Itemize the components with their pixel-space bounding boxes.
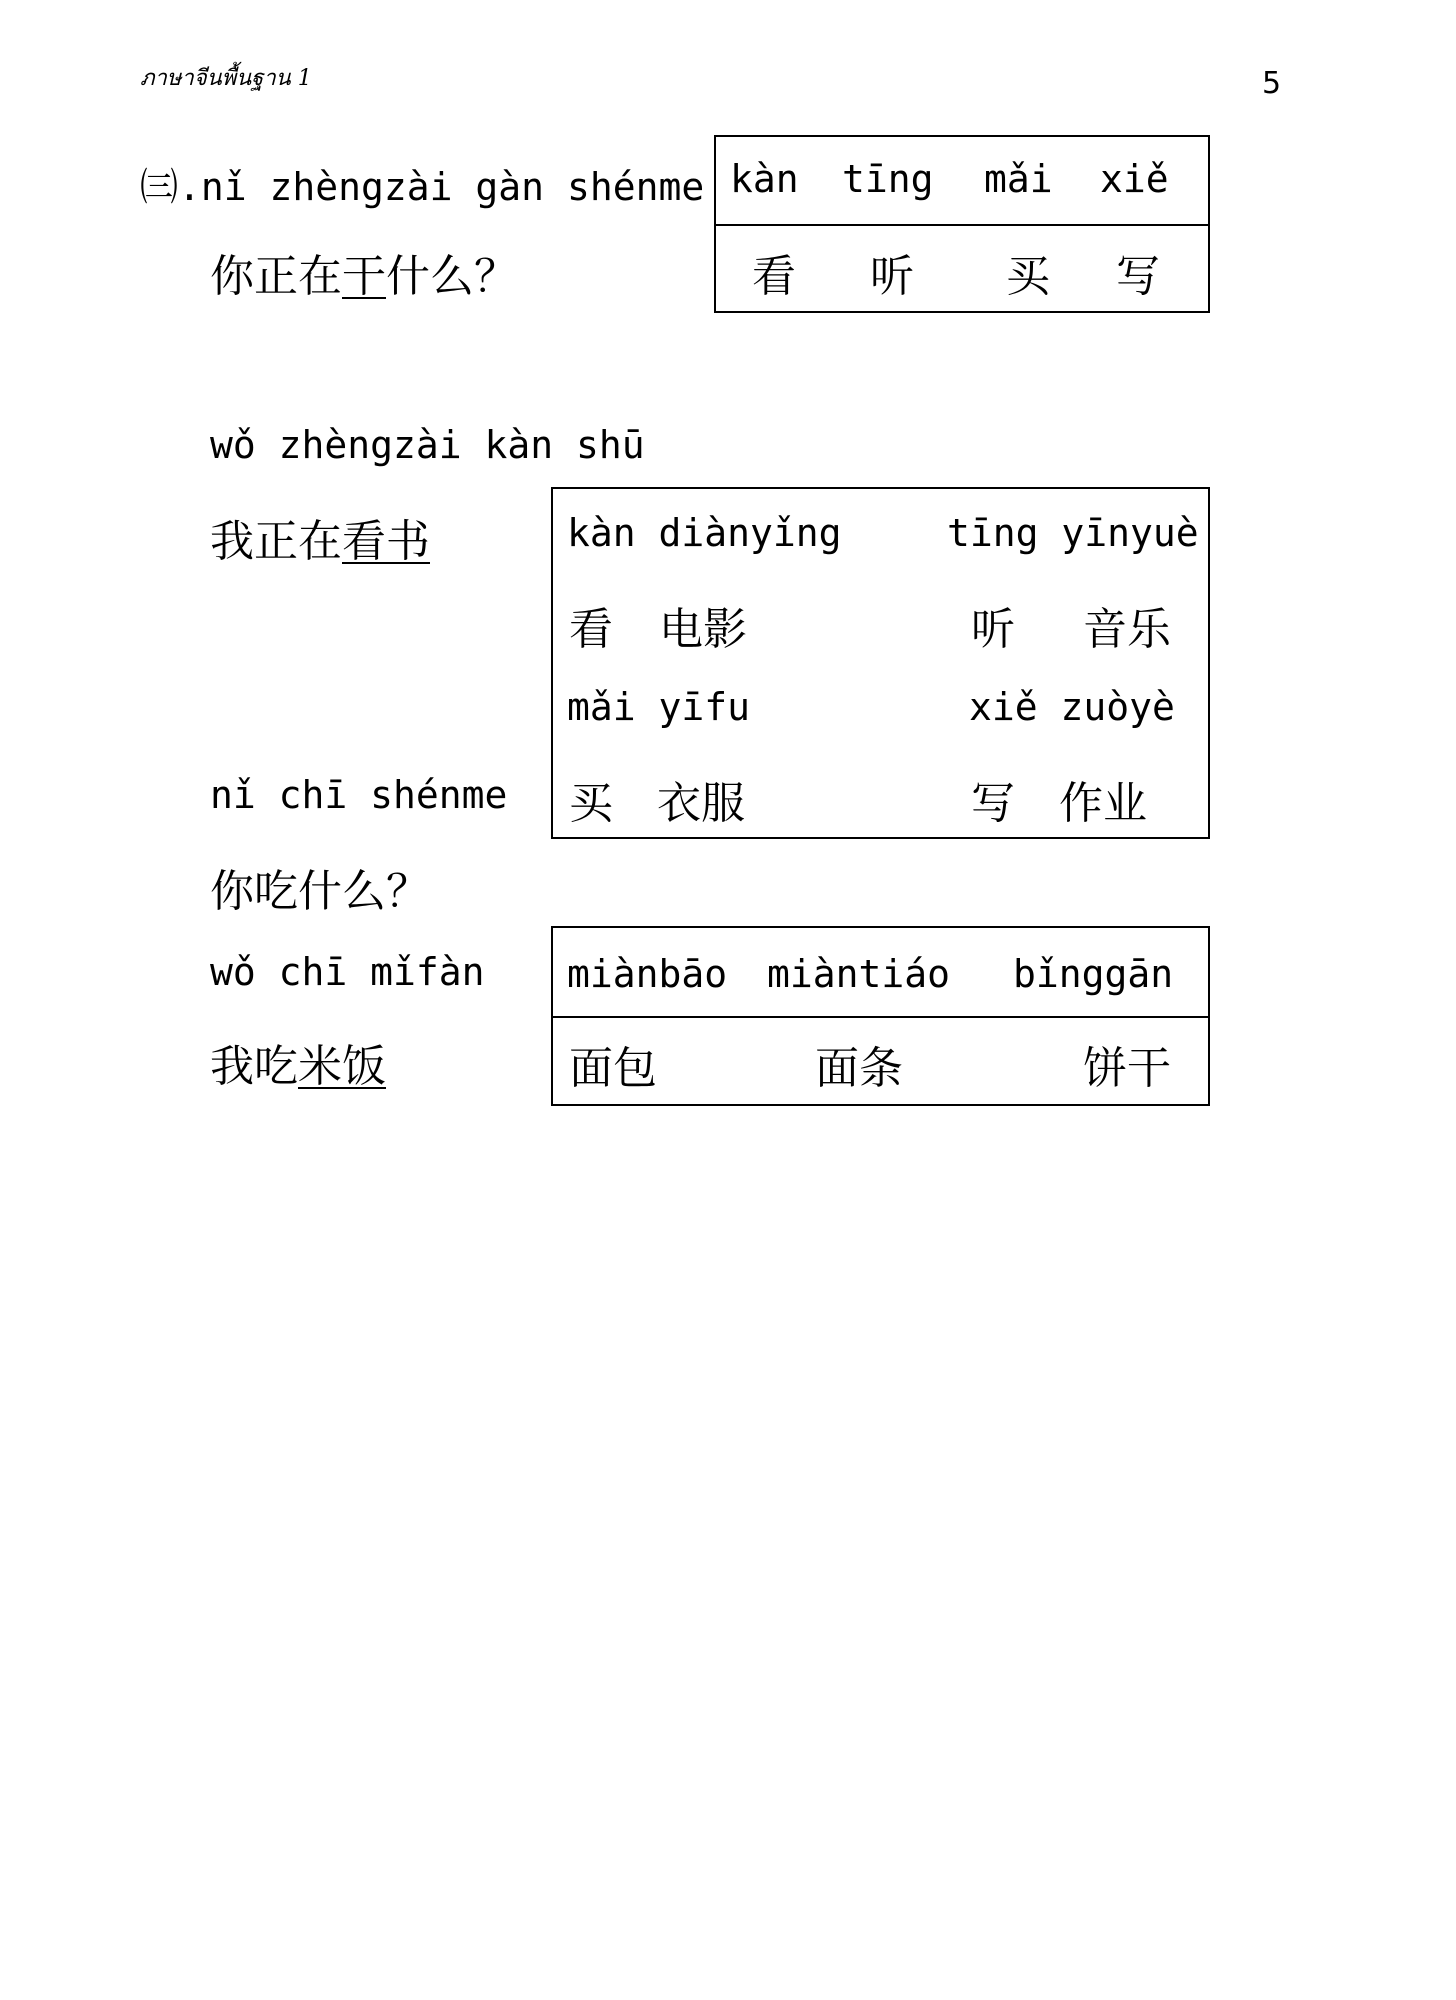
phrase-2-pinyin-b: yīnyuè (1061, 511, 1199, 555)
verb-pinyin-2: tīng (842, 157, 934, 201)
answer-hanzi (210, 505, 430, 569)
question-hanzi-underlined: 干 (342, 251, 386, 302)
verbs-box (714, 135, 1210, 313)
food-pinyin-3: bǐnggān (1013, 952, 1174, 996)
phrase-2-pinyin (947, 511, 1199, 555)
question-hanzi-post: 什么？ (386, 251, 518, 302)
foods-box (551, 926, 1210, 1106)
phrase-1-hanzi-a: 看 (569, 604, 613, 655)
phrases-box (551, 487, 1210, 839)
phrase-1-pinyin (567, 511, 842, 555)
phrase-2-hanzi-b: 音乐 (1083, 604, 1171, 655)
verb-pinyin-4: xiě (1100, 157, 1169, 201)
eat-question-pinyin: nǐ chī shénme (210, 773, 508, 817)
verbs-box-divider (716, 224, 1208, 226)
question-pinyin-line (140, 156, 704, 211)
phrase-2-hanzi-a: 听 (971, 604, 1015, 655)
answer-pinyin: wǒ zhèngzài kàn shū (210, 423, 645, 467)
phrase-1-pinyin-a: kàn (567, 511, 636, 555)
phrase-3-pinyin-a: mǎi (567, 685, 636, 729)
page-number: 5 (1262, 66, 1282, 101)
phrase-1-hanzi-b: 电影 (659, 604, 747, 655)
phrase-4-pinyin (969, 685, 1175, 729)
phrase-4-hanzi-b: 作业 (1059, 778, 1147, 829)
phrase-3-pinyin (567, 685, 750, 729)
answer-hanzi-underlined: 看书 (342, 516, 430, 567)
question-pinyin: nǐ zhèngzài gàn shénme (200, 165, 705, 209)
phrase-4-hanzi-a: 写 (971, 778, 1015, 829)
eat-answer-hanzi-pre: 我吃 (210, 1041, 298, 1092)
phrase-3-hanzi-a: 买 (569, 778, 613, 829)
question-hanzi (210, 240, 518, 304)
header-title: ภาษาจีนพื้นฐาน 1 (140, 66, 312, 91)
verb-hanzi-4: 写 (1116, 251, 1160, 302)
section-marker: ㈢. (140, 165, 201, 209)
verb-hanzi-1: 看 (752, 251, 796, 302)
food-pinyin-1: miànbāo (567, 952, 728, 996)
question-hanzi-pre: 你正在 (210, 251, 342, 302)
verb-hanzi-2: 听 (870, 251, 914, 302)
eat-question-hanzi: 你吃什么？ (210, 866, 430, 917)
foods-box-divider (553, 1016, 1208, 1018)
verb-hanzi-3: 买 (1006, 251, 1050, 302)
answer-hanzi-pre: 我正在 (210, 516, 342, 567)
eat-answer-hanzi (210, 1030, 386, 1094)
phrase-4-pinyin-b: zuòyè (1060, 685, 1175, 729)
eat-answer-hanzi-underlined: 米饭 (298, 1041, 386, 1092)
eat-answer-pinyin: wǒ chī mǐfàn (210, 950, 485, 994)
phrase-1-pinyin-b: diànyǐng (658, 511, 842, 555)
food-hanzi-3: 饼干 (1083, 1043, 1171, 1094)
phrase-2-pinyin-a: tīng (947, 511, 1039, 555)
phrase-3-pinyin-b: yīfu (658, 685, 751, 729)
verb-pinyin-3: mǎi (984, 157, 1053, 201)
food-hanzi-1: 面包 (569, 1043, 657, 1094)
verb-pinyin-1: kàn (730, 157, 799, 201)
food-pinyin-2: miàntiáo (767, 952, 951, 996)
food-hanzi-2: 面条 (815, 1043, 903, 1094)
phrase-4-pinyin-a: xiě (969, 685, 1038, 729)
phrase-3-hanzi-b: 衣服 (657, 778, 745, 829)
